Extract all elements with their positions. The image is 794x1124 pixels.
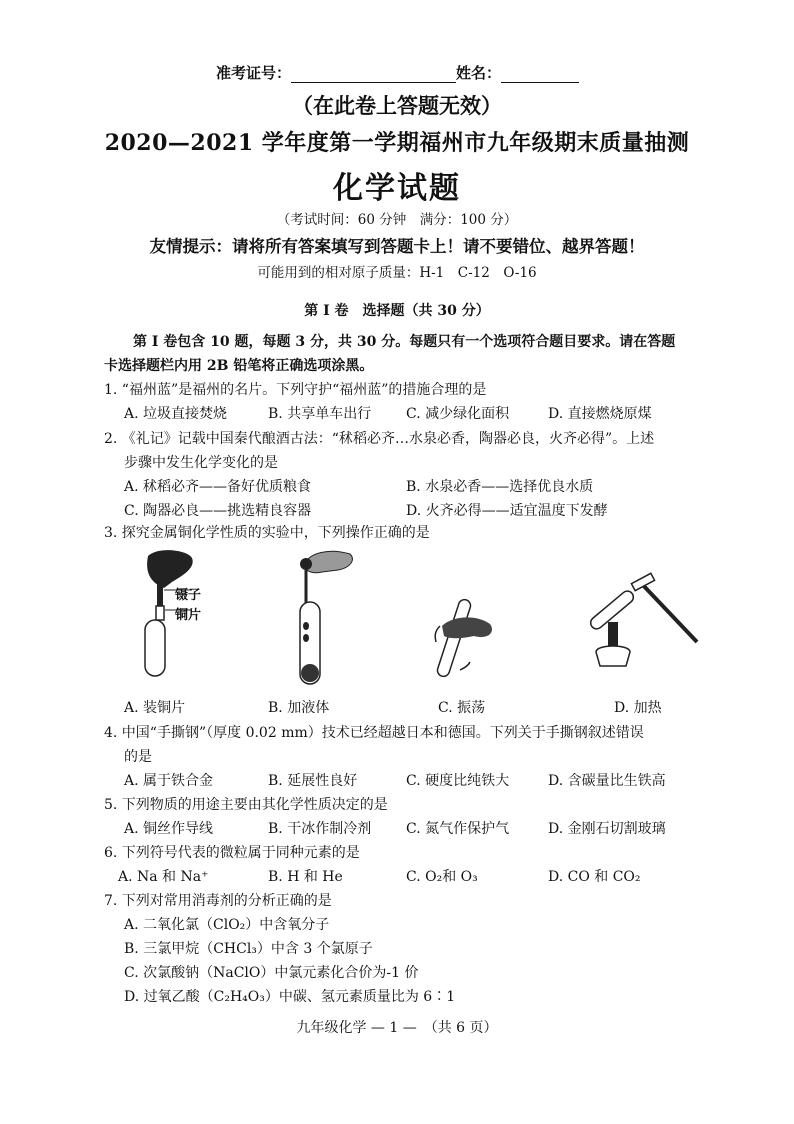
question-7-stem: 7. 下列对常用消毒剂的分析正确的是 xyxy=(104,893,332,909)
figure-d-heat-tube xyxy=(592,574,702,674)
figure-b-add-liquid xyxy=(290,546,360,686)
question-4-stem-line1: 4. 中国“手撕钢”（厚度 0.02 mm）技术已经超越日本和德国。下列关于手撕钢叙述错误 xyxy=(104,725,644,741)
section-title: 第 Ⅰ 卷 选择题（共 30 分） xyxy=(304,303,490,319)
question-6-stem: 6. 下列符号代表的微粒属于同种元素的是 xyxy=(104,845,360,861)
candidate-info-line xyxy=(216,62,579,83)
question-1-option-a: A. 垃圾直接焚烧 xyxy=(124,406,228,422)
page-footer: 九年级化学 — 1 — （共 6 页） xyxy=(296,1020,498,1036)
question-7-option-a: A. 二氧化氯（ClO₂）中含氧分子 xyxy=(124,917,330,933)
question-1-option-b: B. 共享单车出行 xyxy=(268,406,372,422)
section-instructions-line1: 第 Ⅰ 卷包含 10 题，每题 3 分，共 30 分。每题只有一个选项符合题目要求。请在答题 xyxy=(133,334,676,350)
question-7-option-b: B. 三氯甲烷（CHCl₃）中含 3 个氯原子 xyxy=(124,941,373,957)
question-6-option-d: D. CO 和 CO₂ xyxy=(548,869,641,885)
exam-id-field xyxy=(291,66,456,83)
question-3-option-b: B. 加液体 xyxy=(268,700,330,716)
question-6-option-a: A. Na 和 Na⁺ xyxy=(118,869,209,885)
question-2-stem-line2: 步骤中发生化学变化的是 xyxy=(124,455,278,471)
label-copper-sheet: 铜片 xyxy=(175,608,202,623)
exam-info: （考试时间：60 分钟 满分：100 分） xyxy=(276,212,518,228)
subject-title: 化学试题 xyxy=(333,171,461,206)
question-4-stem-line2: 的是 xyxy=(124,749,152,765)
figure-c-shake-tube xyxy=(430,596,500,686)
question-1-option-d: D. 直接燃烧原煤 xyxy=(548,406,652,422)
question-2-option-d: D. 火齐必得——适宜温度下发酵 xyxy=(406,503,608,519)
label-tweezers: 镊子 xyxy=(175,588,202,603)
name-field xyxy=(501,66,579,83)
question-7-option-d: D. 过氧乙酸（C₂H₄O₃）中碳、氢元素质量比为 6∶1 xyxy=(124,989,456,1005)
question-4-option-b: B. 延展性良好 xyxy=(268,773,358,789)
exam-title: 2020—2021 学年度第一学期福州市九年级期末质量抽测 xyxy=(104,130,690,156)
question-4-option-c: C. 硬度比纯铁大 xyxy=(406,773,510,789)
question-2-option-b: B. 水泉必香——选择优良水质 xyxy=(406,479,594,495)
question-5-option-d: D. 金刚石切割玻璃 xyxy=(548,821,666,837)
question-2-stem-line1: 2. 《礼记》记载中国秦代酿酒古法：“秫稻必齐…水泉必香，陶器必良，火齐必得”。上述 xyxy=(104,431,655,447)
name-label: 姓名： xyxy=(456,64,502,82)
invalid-note: （在此卷上答题无效） xyxy=(292,94,502,118)
question-5-option-c: C. 氮气作保护气 xyxy=(406,821,510,837)
question-5-option-a: A. 铜丝作导线 xyxy=(124,821,214,837)
atomic-masses: 可能用到的相对原子质量：H-1 C-12 O-16 xyxy=(257,265,537,281)
question-4-option-a: A. 属于铁合金 xyxy=(124,773,214,789)
question-2-option-c: C. 陶器必良——挑选精良容器 xyxy=(124,503,312,519)
exam-id-label: 准考证号： xyxy=(216,64,292,82)
question-1-stem: 1. “福州蓝”是福州的名片。下列守护“福州蓝”的措施合理的是 xyxy=(104,382,487,398)
question-4-option-d: D. 含碳量比生铁高 xyxy=(548,773,666,789)
question-6-option-c: C. O₂和 O₃ xyxy=(406,869,478,885)
question-5-stem: 5. 下列物质的用途主要由其化学性质决定的是 xyxy=(104,797,388,813)
friendly-tip: 友情提示：请将所有答案填写到答题卡上！请不要错位、越界答题！ xyxy=(149,237,645,256)
question-7-option-c: C. 次氯酸钠（NaClO）中氯元素化合价为-1 价 xyxy=(124,965,419,981)
question-3-stem: 3. 探究金属铜化学性质的实验中，下列操作正确的是 xyxy=(104,525,430,541)
question-5-option-b: B. 干冰作制冷剂 xyxy=(268,821,372,837)
question-3-option-a: A. 装铜片 xyxy=(124,700,186,716)
question-3-option-d: D. 加热 xyxy=(614,700,662,716)
section-instructions-line2: 卡选择题栏内用 2B 铅笔将正确选项涂黑。 xyxy=(104,358,374,374)
question-2-option-a: A. 秫稻必齐——备好优质粮食 xyxy=(124,479,312,495)
question-3-option-c: C. 振荡 xyxy=(438,700,486,716)
question-1-option-c: C. 减少绿化面积 xyxy=(406,406,510,422)
question-6-option-b: B. H 和 He xyxy=(268,869,343,885)
